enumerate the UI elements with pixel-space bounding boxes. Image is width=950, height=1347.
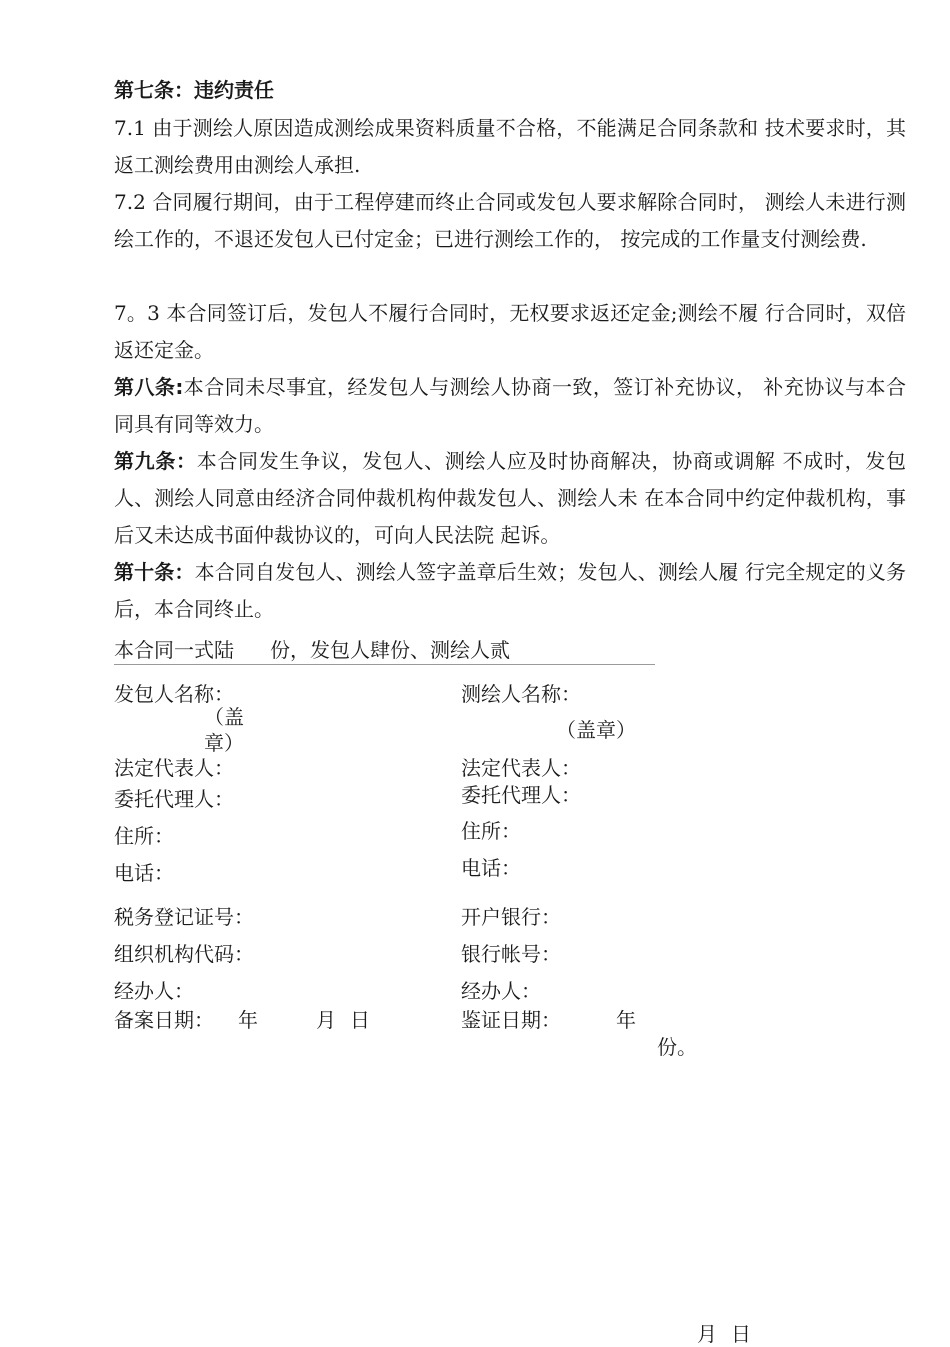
copies-overflow-text: 份。: [657, 1035, 697, 1059]
article8-text: 本合同未尽事宜，经发包人与测绘人协商一致，签订补充协议， 补充协议与本合同具有同等效力。: [114, 375, 906, 436]
employer-agent-label: 委托代理人：: [114, 787, 234, 811]
copies-text-a: 本合同一式陆: [114, 638, 234, 662]
verify-date-month: 月: [697, 1322, 717, 1346]
verify-date-day: 日: [731, 1322, 751, 1346]
article10: [114, 554, 906, 628]
copies-text-b: 份，发包人肆份、测绘人贰: [270, 638, 510, 662]
article10-text: 本合同自发包人、测绘人签字盖章后生效；发包人、测绘人履 行完全规定的义务后，本合同终止。: [114, 560, 907, 621]
surveyor-agent-label: 委托代理人：: [461, 783, 581, 807]
surveyor-seal: （盖章）: [556, 718, 636, 742]
article7-clause-3: 7。3 本合同签订后，发包人不履行合同时，无权要求返还定金;测绘不履 行合同时，双倍返还定金。: [114, 301, 906, 362]
article9-text: 本合同发生争议，发包人、测绘人应及时协商解决，协商或调解 不成时，发包人、测绘人同意由经济合同仲裁机构仲裁发包人、测绘人未 在本合同中约定仲裁机构，事后又未达成书面仲裁协议的，可向人民法院 起诉。: [114, 449, 907, 547]
surveyor-name-label: 测绘人名称：: [461, 682, 581, 706]
employer-name-label: 发包人名称：: [114, 682, 234, 706]
article7-clause-2: 7.2 合同履行期间，由于工程停建而终止合同或发包人要求解除合同时， 测绘人未进行测绘工作的，不退还发包人已付定金；已进行测绘工作的， 按完成的工作量支付测绘费.: [114, 190, 906, 251]
surveyor-handler-label: 经办人：: [461, 979, 541, 1003]
employer-org-code-label: 组织机构代码：: [114, 942, 254, 966]
record-date-day: 日: [350, 1008, 370, 1032]
article7-title: 第七条：违约责任: [114, 78, 274, 102]
employer-phone-label: 电话：: [114, 861, 174, 885]
surveyor-account-label: 银行帐号：: [461, 942, 561, 966]
verify-date-year: 年: [616, 1008, 636, 1032]
copies-statement: [114, 634, 655, 665]
verify-date-label: 鉴证日期：: [461, 1008, 561, 1032]
employer-seal: （盖章）: [204, 705, 244, 755]
employer-tax-label: 税务登记证号：: [114, 905, 254, 929]
record-date-month: 月: [316, 1008, 336, 1032]
article8: [114, 369, 906, 443]
surveyor-phone-label: 电话：: [461, 856, 521, 880]
surveyor-bank-label: 开户银行：: [461, 905, 561, 929]
article10-label: 第十条：: [114, 560, 195, 584]
surveyor-rep-label: 法定代表人：: [461, 756, 581, 780]
article7-clause-1: 7.1 由于测绘人原因造成测绘成果资料质量不合格，不能满足合同条款和 技术要求时，其返工测绘费用由测绘人承担.: [114, 116, 906, 177]
record-date-label: 备案日期：: [114, 1008, 214, 1032]
employer-rep-label: 法定代表人：: [114, 756, 234, 780]
employer-handler-label: 经办人：: [114, 979, 194, 1003]
record-date-year: 年: [238, 1008, 258, 1032]
article9: [114, 443, 906, 554]
article8-label: 第八条:: [114, 375, 184, 399]
article9-label: 第九条：: [114, 449, 197, 473]
surveyor-address-label: 住所：: [461, 819, 521, 843]
employer-address-label: 住所：: [114, 824, 174, 848]
